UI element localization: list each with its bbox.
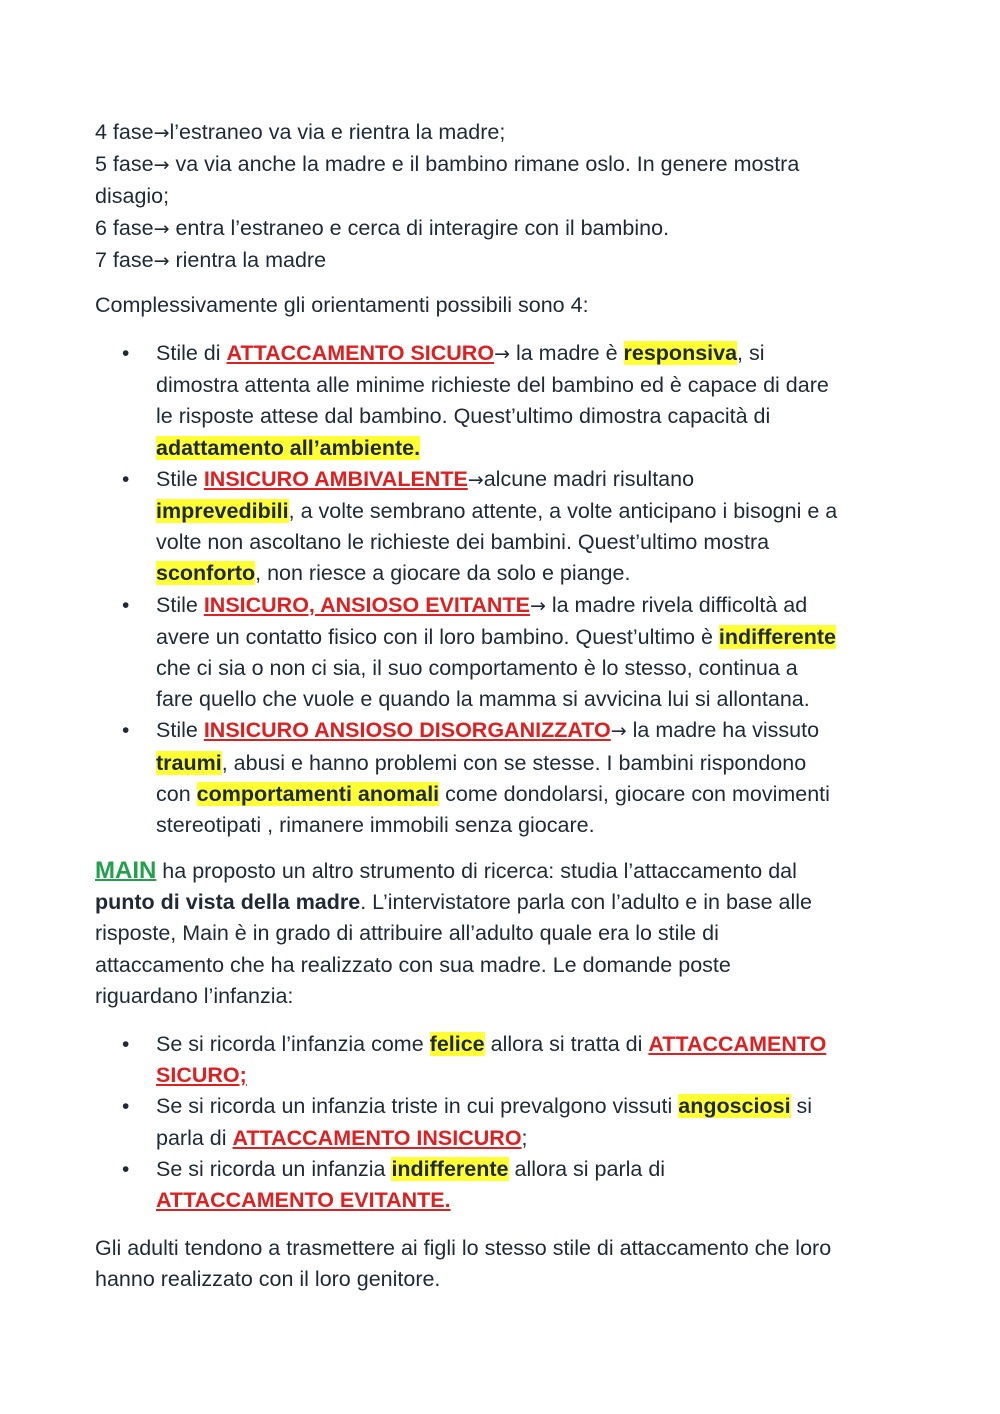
attachment-type: ATTACCAMENTO EVITANTE.: [156, 1188, 451, 1213]
list-item: • Stile INSICURO AMBIVALENTE→alcune madri risultano imprevedibili, a volte sembrano attente, a volte anticipano i bisogni e a volte non ascoltano le richieste dei bambini. Quest’ultimo mostra sconforto, non riesce a giocare da solo e piange.: [95, 464, 915, 590]
phase-label: 6 fase: [95, 215, 154, 240]
intro-paragraph: [95, 290, 915, 321]
memories-section: [95, 1029, 915, 1216]
list-item: • Stile INSICURO, ANSIOSO EVITANTE→ la madre rivela difficoltà ad avere un contatto fisico con il loro bambino. Quest’ultimo è indifferente che ci sia o non ci sia, il suo comportamento è lo stesso, continua a fare quello che vuole e quando la mamma si avvicina lui si allontana.: [95, 590, 915, 716]
arrow-icon: →: [153, 154, 170, 177]
arrow-icon: →: [610, 720, 627, 743]
phase-4: [95, 117, 915, 149]
phase-text: rientra la madre: [169, 247, 327, 272]
phase-label: 5 fase: [95, 152, 154, 177]
phase-label: 7 fase: [95, 247, 154, 272]
arrow-icon: →: [153, 249, 170, 272]
intro-text: Complessivamente gli orientamenti possibili sono 4:: [95, 293, 589, 317]
style-name: INSICURO AMBIVALENTE: [203, 466, 468, 491]
highlight: felice: [429, 1032, 485, 1056]
arrow-icon: →: [529, 594, 546, 617]
style-name: INSICURO, ANSIOSO EVITANTE: [203, 592, 530, 617]
style-name: INSICURO ANSIOSO DISORGANIZZATO: [203, 718, 611, 743]
highlight: indifferente: [391, 1156, 509, 1181]
phase-5-continued: disagio;: [95, 184, 170, 209]
style-name: ATTACCAMENTO SICURO: [226, 341, 495, 365]
memories-list: [95, 1029, 915, 1216]
bold-phrase: punto di vista della madre: [95, 890, 361, 915]
highlight: comportamenti anomali: [196, 781, 440, 806]
attachment-type: SICURO;: [156, 1063, 247, 1088]
phases-section: [95, 117, 915, 277]
highlight: imprevedibili: [156, 499, 289, 524]
highlight: angosciosi: [678, 1094, 791, 1119]
styles-list: [95, 338, 915, 841]
phase-text: va via anche la madre e il bambino rimane oslo. In genere mostra: [169, 152, 800, 177]
arrow-icon: →: [494, 343, 510, 365]
phase-text: entra l’estraneo e cerca di interagire con il bambino.: [169, 215, 670, 240]
phase-7: [95, 245, 915, 277]
highlight: traumi: [156, 750, 222, 775]
list-item: • Se si ricorda l’infanzia come felice allora si tratta di ATTACCAMENTO SICURO;: [95, 1029, 915, 1091]
main-paragraph: MAIN ha proposto un altro strumento di ricerca: studia l’attaccamento dal punto di vista della madre. L’intervistatore parla con l’adulto e in base alle risposte, Main è in grado di attribuire all’adulto quale era lo stile di attaccamento che ha realizzato con sua madre. Le domande poste riguardano l’infanzia:: [95, 857, 813, 1008]
arrow-icon: →: [153, 217, 170, 240]
list-item: • Se si ricorda un infanzia indifferente allora si parla di ATTACCAMENTO EVITANTE.: [95, 1154, 915, 1216]
arrow-icon: →: [467, 468, 484, 491]
styles-section: [95, 338, 915, 841]
closing-paragraph: Gli adulti tendono a trasmettere ai figli lo stesso stile di attaccamento che loro hanno realizzato con il loro genitore.: [95, 1236, 832, 1292]
attachment-type: ATTACCAMENTO: [648, 1032, 827, 1056]
phase-6: [95, 213, 915, 245]
phase-label: 4 fase: [95, 120, 154, 144]
highlight: sconforto: [156, 561, 256, 586]
list-item: • Stile INSICURO ANSIOSO DISORGANIZZATO→ la madre ha vissuto traumi, abusi e hanno problemi con se stesse. I bambini rispondono con comportamenti anomali come dondolarsi, giocare con movimenti stereotipati , rimanere immobili senza giocare.: [95, 715, 915, 841]
phase-text: l’estraneo va via e rientra la madre;: [169, 120, 506, 144]
highlight: adattamento all’ambiente.: [156, 435, 421, 460]
main-heading: MAIN: [95, 857, 157, 884]
arrow-icon: →: [153, 122, 170, 144]
list-item: • Stile di ATTACCAMENTO SICURO→ la madre è responsiva, si dimostra attenta alle minime richieste del bambino ed è capace di dare le risposte attese dal bambino. Quest’ultimo dimostra capacità di adattamento all’ambiente.: [95, 338, 915, 464]
phase-5: [95, 149, 915, 181]
attachment-type: ATTACCAMENTO INSICURO: [232, 1125, 522, 1150]
highlight: responsiva: [623, 341, 738, 365]
list-item: • Se si ricorda un infanzia triste in cui prevalgono vissuti angosciosi si parla di ATTACCAMENTO INSICURO;: [95, 1091, 915, 1153]
highlight: indifferente: [718, 624, 836, 649]
